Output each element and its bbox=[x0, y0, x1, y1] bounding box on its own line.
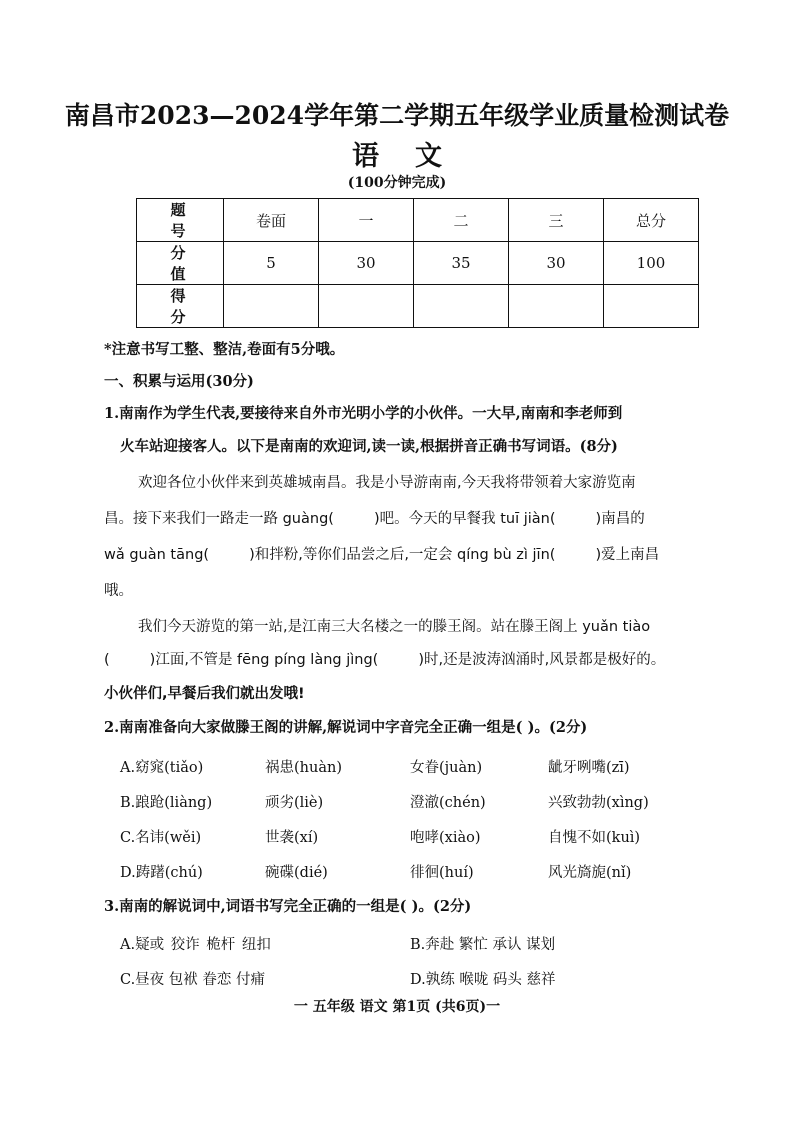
q1-paragraph-line: 欢迎各位小伙伴来到英雄城南昌。我是小导游南南,今天我将带领着大家游览南 bbox=[138, 475, 636, 491]
text-fragment: )爱上南昌 bbox=[595, 547, 660, 563]
earned-score-cell[interactable] bbox=[319, 285, 414, 328]
q2-word: 兴致勃勃(xìng) bbox=[548, 795, 649, 811]
column-header: 总分 bbox=[604, 199, 699, 242]
column-header: 三 bbox=[509, 199, 604, 242]
section-heading: 一、积累与运用(30分) bbox=[104, 373, 254, 390]
score-value: 35 bbox=[414, 242, 509, 285]
text-fragment: )南昌的 bbox=[595, 511, 645, 527]
score-table-row-earned bbox=[137, 285, 699, 328]
row-label: 题 号 bbox=[137, 199, 224, 242]
q2-word: 咆哮(xiào) bbox=[410, 830, 481, 846]
row-label: 分 值 bbox=[137, 242, 224, 285]
score-value: 100 bbox=[604, 242, 699, 285]
q1-paragraph-line: 哦。 bbox=[104, 583, 133, 599]
q1-stem-line1: 1.南南作为学生代表,要接待来自外市光明小学的小伙伴。一大早,南南和李老师到 bbox=[104, 405, 623, 422]
q2-word: 女眷(juàn) bbox=[410, 760, 483, 776]
q2-word: 澄澈(chén) bbox=[410, 795, 486, 811]
column-header: 卷面 bbox=[224, 199, 319, 242]
q3-option-c[interactable]: C.昼夜 包袱 眷恋 付痡 bbox=[120, 972, 266, 988]
q2-word: 顽劣(liè) bbox=[265, 795, 324, 811]
q1-paragraph-line: 我们今天游览的第一站,是江南三大名楼之一的滕王阁。站在滕王阁上 yuǎn tiào bbox=[138, 619, 651, 635]
earned-score-cell[interactable] bbox=[509, 285, 604, 328]
q1-stem-line2: 火车站迎接客人。以下是南南的欢迎词,读一读,根据拼音正确书写词语。(8分) bbox=[120, 438, 618, 455]
q1-paragraph-line bbox=[104, 509, 704, 529]
text-fragment: )江面,不管是 fēng píng làng jìng( bbox=[149, 652, 379, 668]
q2-option-c[interactable]: C.名讳(wěi) bbox=[120, 830, 202, 846]
q2-stem: 2.南南准备向大家做滕王阁的讲解,解说词中字音完全正确一组是( )。(2分) bbox=[104, 719, 588, 736]
q2-option-a[interactable]: A.窈窕(tiǎo) bbox=[120, 760, 204, 776]
q2-word: 龇牙咧嘴(zī) bbox=[548, 760, 630, 776]
q2-word: 徘徊(huí) bbox=[410, 865, 474, 881]
text-fragment: )吧。今天的早餐我 tuī jiàn( bbox=[373, 511, 556, 527]
q2-option-b[interactable]: B.踉跄(liàng) bbox=[120, 795, 213, 811]
exam-title: 南昌市2023—2024学年第二学期五年级学业质量检测试卷 bbox=[64, 101, 730, 130]
q3-option-d[interactable]: D.孰练 喉咙 码头 慈祥 bbox=[410, 972, 556, 988]
score-value: 30 bbox=[509, 242, 604, 285]
q2-word: 自愧不如(kuì) bbox=[548, 830, 641, 846]
q3-option-a[interactable]: A.疑或 狡诈 桅杆 纽扣 bbox=[120, 937, 271, 953]
score-table-row-values bbox=[137, 242, 699, 285]
q2-word: 碗碟(dié) bbox=[265, 865, 328, 881]
score-table-row-header bbox=[137, 199, 699, 242]
q2-word: 祸患(huàn) bbox=[265, 760, 342, 776]
page-footer: 一 五年级 语文 第1页 (共6页)一 bbox=[293, 999, 501, 1015]
score-table bbox=[136, 198, 699, 328]
earned-score-cell[interactable] bbox=[414, 285, 509, 328]
q2-word: 风光旖旎(nǐ) bbox=[548, 865, 632, 881]
q1-paragraph-line: 小伙伴们,早餐后我们就出发哦! bbox=[104, 686, 305, 702]
q2-word: 世袭(xí) bbox=[265, 830, 319, 846]
row-label: 得 分 bbox=[137, 285, 224, 328]
column-header: 二 bbox=[414, 199, 509, 242]
score-value: 30 bbox=[319, 242, 414, 285]
q3-option-b[interactable]: B.奔赴 繁忙 承认 谋划 bbox=[410, 937, 556, 953]
earned-score-cell[interactable] bbox=[604, 285, 699, 328]
text-fragment: ( bbox=[104, 652, 110, 668]
exam-duration: (100分钟完成) bbox=[347, 175, 447, 191]
q3-stem: 3.南南的解说词中,词语书写完全正确的一组是( )。(2分) bbox=[104, 898, 472, 915]
score-value: 5 bbox=[224, 242, 319, 285]
text-fragment: )和拌粉,等你们品尝之后,一定会 qíng bù zì jīn( bbox=[249, 547, 556, 563]
text-fragment: )时,还是波涛汹涌时,风景都是极好的。 bbox=[418, 652, 666, 668]
earned-score-cell[interactable] bbox=[224, 285, 319, 328]
text-fragment: wǎ guàn tāng( bbox=[104, 547, 210, 563]
q1-paragraph-line bbox=[104, 650, 704, 670]
subject-title: 语文 bbox=[352, 141, 478, 172]
q2-option-d[interactable]: D.踌躇(chú) bbox=[120, 865, 203, 881]
notice: *注意书写工整、整洁,卷面有5分哦。 bbox=[104, 341, 345, 358]
q1-paragraph-line bbox=[104, 545, 704, 565]
column-header: 一 bbox=[319, 199, 414, 242]
text-fragment: 昌。接下来我们一路走一路 guàng( bbox=[104, 511, 334, 527]
